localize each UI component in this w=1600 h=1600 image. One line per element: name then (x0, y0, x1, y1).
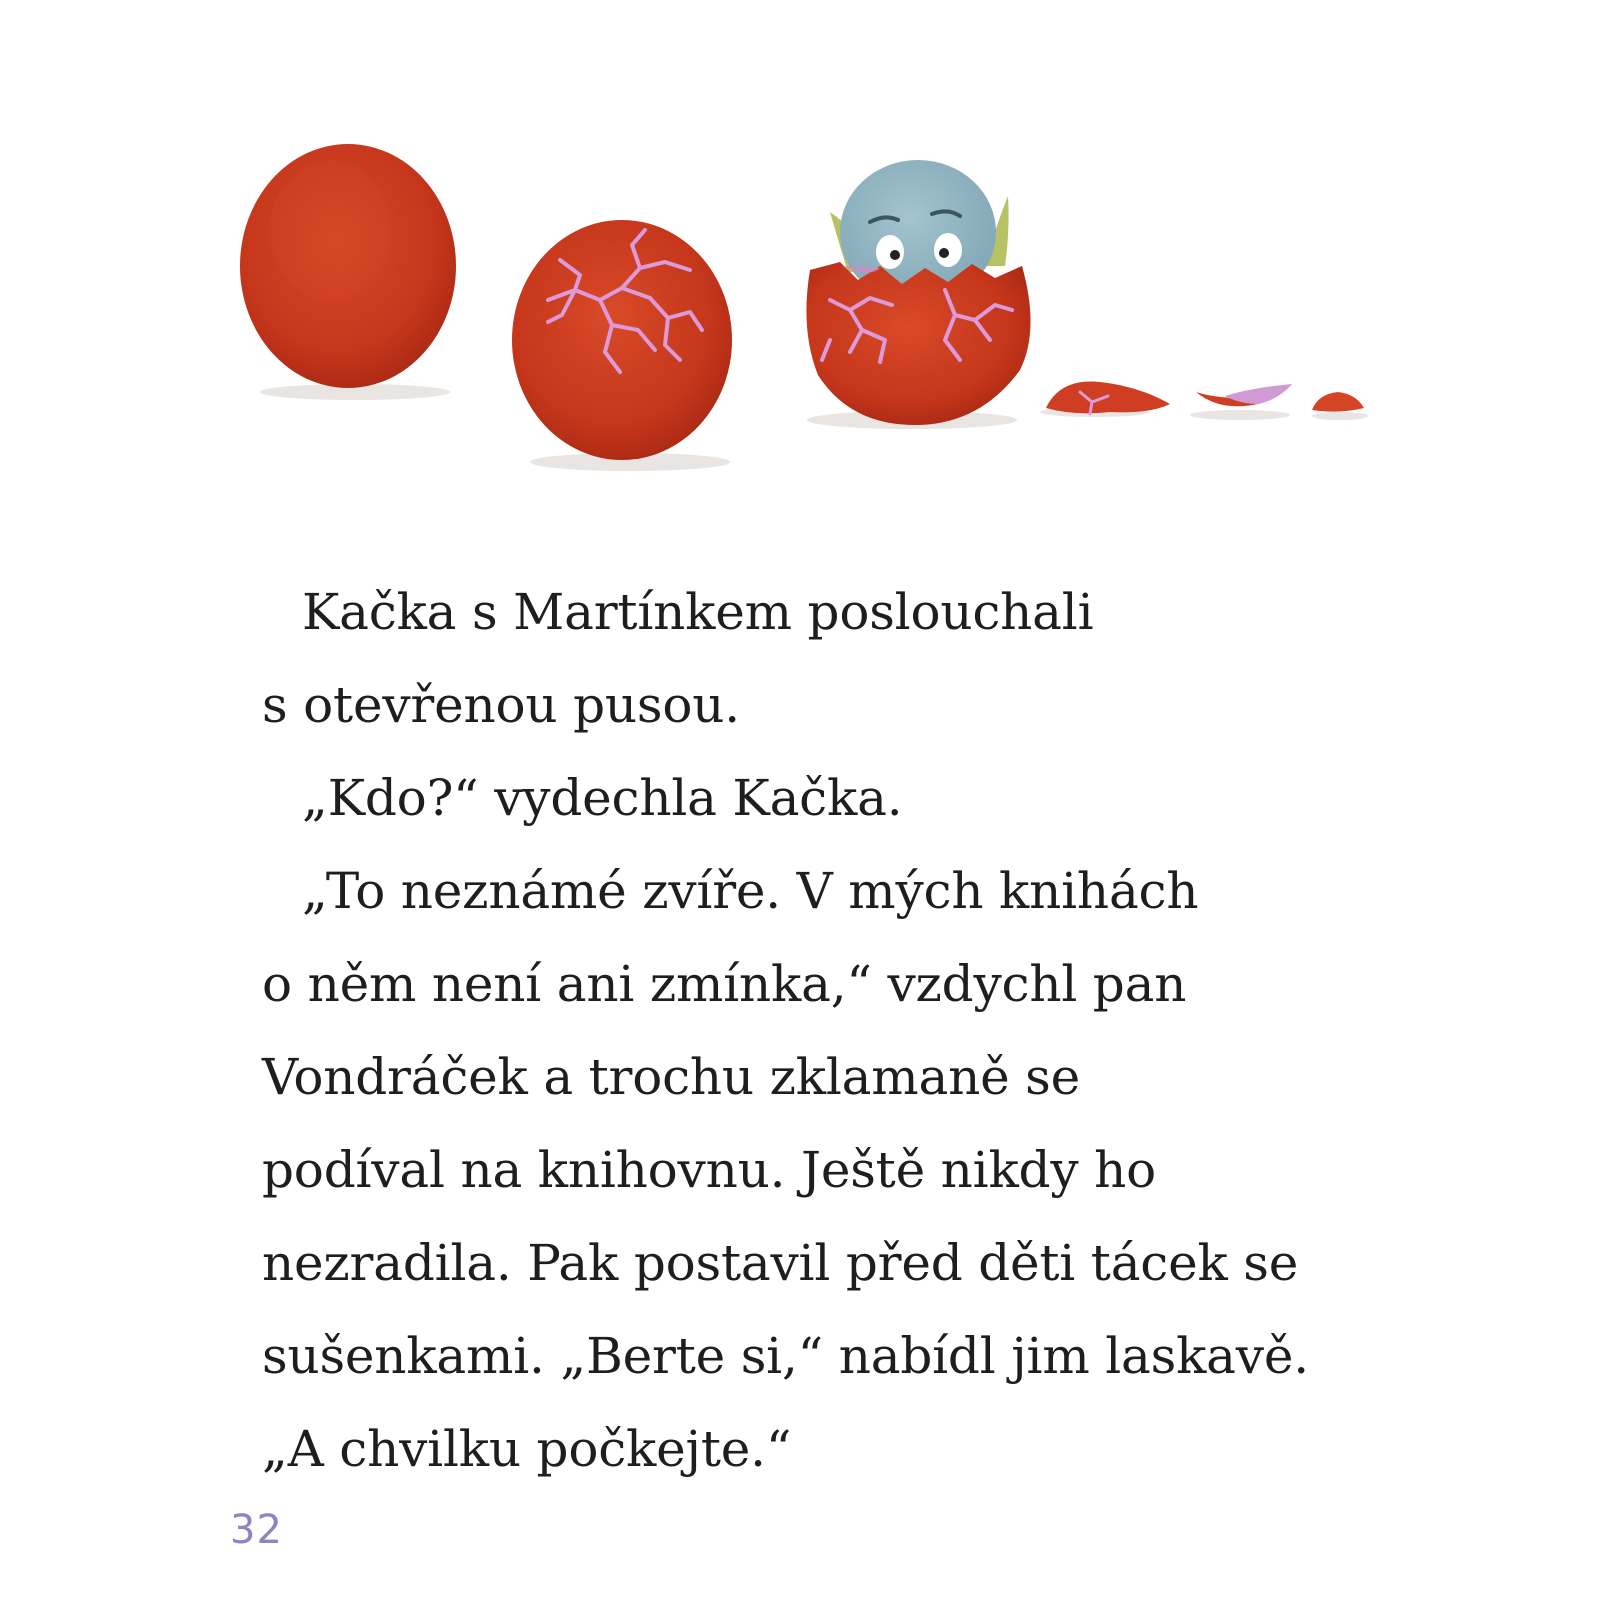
story-line: s otevřenou pusou. (262, 676, 740, 734)
story-line: „To neznámé zvíře. V mých knihách (302, 862, 1199, 920)
hatching-creature-icon (806, 160, 1030, 429)
story-line: o něm není ani zmínka,“ vzdychl pan (262, 955, 1187, 1013)
egg-hatching-illustration (0, 0, 1600, 520)
story-line: nezradila. Pak postavil před děti tácek se (262, 1234, 1299, 1292)
story-line: podíval na knihovnu. Ještě nikdy ho (262, 1141, 1157, 1199)
story-line: Vondráček a trochu zklamaně se (262, 1048, 1081, 1106)
page-number: 32 (230, 1507, 283, 1553)
story-line: Kačka s Martínkem poslouchali (302, 583, 1094, 641)
eggshell-fragment-icon (1040, 382, 1170, 417)
story-text (262, 566, 1322, 1496)
cracked-egg-icon (512, 220, 732, 471)
whole-egg-icon (240, 144, 456, 400)
story-line: „Kdo?“ vydechla Kačka. (302, 769, 903, 827)
eggshell-fragment-icon (1312, 392, 1368, 420)
story-line: sušenkami. „Berte si,“ nabídl jim laskavě. (262, 1327, 1309, 1385)
story-line: „A chvilku počkejte.“ (262, 1420, 792, 1478)
eggshell-fragment-icon (1190, 384, 1292, 420)
